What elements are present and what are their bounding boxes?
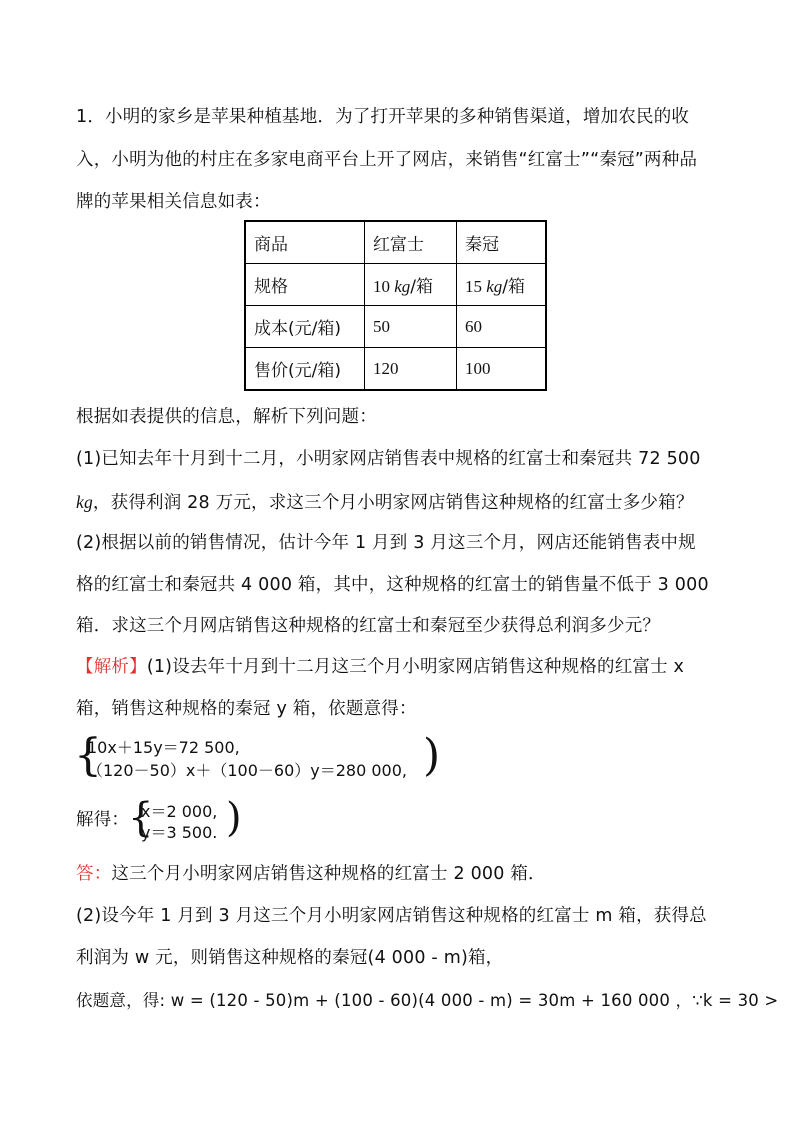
table-row <box>245 264 546 306</box>
solution-line-1 <box>76 655 684 679</box>
spec-unit: kg <box>486 277 503 296</box>
answer-text: 这三个月小明家网店销售这种规格的红富士 2 000 箱． <box>111 864 546 884</box>
equation-2: （120－50）x＋（100－60）y＝280 000, <box>87 761 407 780</box>
table-row <box>245 348 546 391</box>
unit-kg: kg <box>76 492 93 512</box>
table-cell: 50 <box>365 306 457 348</box>
question-2-line-2: 格的红富士和秦冠共 4 000 箱，其中，这种规格的红富士的销售量不低于 3 000 <box>76 575 709 595</box>
analysis-label: 【解析】 <box>76 657 147 677</box>
solution-line-2: 箱，销售这种规格的秦冠 y 箱，依题意得： <box>76 699 417 719</box>
problem-line-3: 牌的苹果相关信息如表： <box>76 192 271 212</box>
answer-line <box>76 862 546 886</box>
right-paren: ) <box>226 795 242 841</box>
solution-system <box>128 795 242 845</box>
table-cell: 秦冠 <box>457 221 547 264</box>
solution-text: (1)设去年十月到十二月这三个月小明家网店销售这种规格的红富士 x <box>146 657 685 677</box>
equation-1: 10x＋15y＝72 500, <box>87 738 240 757</box>
question-2-line-3: 箱．求这三个月网店销售这种规格的红富士和秦冠至少获得总利润多少元？ <box>76 616 661 636</box>
equation-system <box>74 730 446 786</box>
problem-line-1: 1．小明的家乡是苹果种植基地．为了打开苹果的多种销售渠道，增加农民的收 <box>76 107 690 127</box>
table-cell <box>457 264 547 306</box>
spec-unit: kg <box>394 277 411 296</box>
question-1-text: ，获得利润 28 万元，求这三个月小明家网店销售这种规格的红富士多少箱？ <box>92 493 694 513</box>
solution-2-line-3: 依题意，得: w = (120 - 50)m + (100 - 60)(4 000 - m) = 30m + 160 000 ，∵k = 30 > <box>76 991 779 1010</box>
spec-number: 15 <box>465 277 487 296</box>
left-brace: { <box>74 730 102 781</box>
spec-number: 10 <box>373 277 395 296</box>
problem-line-2: 入，小明为他的村庄在多家电商平台上开了网店，来销售“红富士”“秦冠”两种品 <box>76 150 698 170</box>
table-row <box>245 306 546 348</box>
table-cell: 商品 <box>245 221 365 264</box>
question-2-line-1: (2)根据以前的销售情况，估计今年 1 月到 3 月这三个月，网店还能销售表中规 <box>76 533 696 553</box>
right-paren: ) <box>423 730 441 781</box>
table-cell: 规格 <box>245 264 365 306</box>
apple-info-table <box>244 220 547 391</box>
table-cell: 成本(元/箱) <box>245 306 365 348</box>
solution-y: y＝3 500. <box>141 823 218 842</box>
answer-label: 答： <box>76 864 112 884</box>
table-cell: 60 <box>457 306 547 348</box>
solution-2-line-2: 利润为 w 元，则销售这种规格的秦冠(4 000 - m)箱， <box>76 948 504 968</box>
table-header-row <box>245 221 546 264</box>
solution-2-line-1: (2)设今年 1 月到 3 月这三个月小明家网店销售这种规格的红富士 m 箱，获得总 <box>76 906 707 926</box>
left-brace: { <box>128 795 154 841</box>
question-1-line-2 <box>76 490 694 515</box>
table-cell <box>365 264 457 306</box>
solution-x: x＝2 000, <box>141 802 218 821</box>
question-1-line-1: (1)已知去年十月到十二月，小明家网店销售表中规格的红富士和秦冠共 72 500 <box>76 449 701 469</box>
questions-intro: 根据如表提供的信息，解析下列问题： <box>76 407 377 427</box>
table-cell: 100 <box>457 348 547 391</box>
spec-tail: /箱 <box>410 277 434 297</box>
table-cell: 红富士 <box>365 221 457 264</box>
table-cell: 120 <box>365 348 457 391</box>
solved-label: 解得： <box>76 810 130 830</box>
table-cell: 售价(元/箱) <box>245 348 365 391</box>
spec-tail: /箱 <box>502 277 526 297</box>
